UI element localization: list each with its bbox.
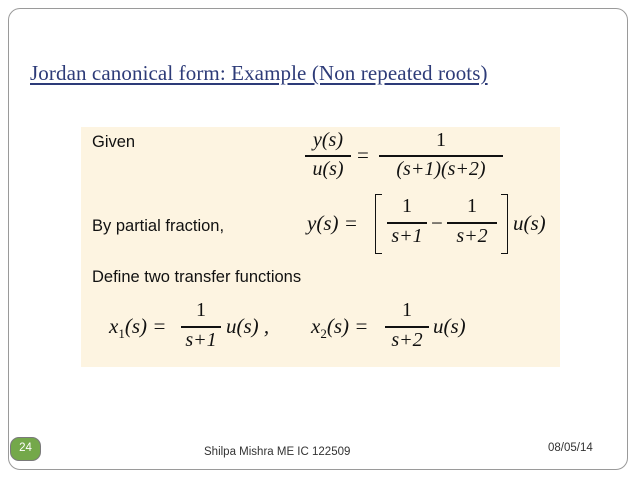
eq3-x1-fraction	[181, 297, 221, 359]
eq1-lhs-fraction	[303, 127, 353, 187]
eq2-f1-denominator: s+1	[391, 225, 423, 247]
eq1-rhs-denominator: (s+1)(s+2)	[396, 158, 486, 180]
eq2-fraction-2	[447, 193, 497, 255]
label-define: Define two transfer functions	[92, 268, 302, 286]
page-number: 24	[19, 442, 32, 454]
eq3-x2-lhs: $x_2(s)$ =	[311, 314, 369, 342]
eq2-f1-numerator: 1	[402, 195, 412, 217]
eq3-x2-subscript: 2	[320, 326, 327, 342]
eq3-x1-tail: u(s) ,	[226, 314, 270, 338]
footer-date: 08/05/14	[548, 442, 593, 454]
eq3-x2-fraction	[385, 297, 429, 359]
eq3-x1-subscript: 1	[118, 326, 125, 342]
label-partial-fraction: By partial fraction,	[92, 217, 225, 235]
eq1-rhs-numerator: 1	[436, 129, 446, 151]
eq2-right-bracket	[501, 194, 508, 254]
eq1-equals: =	[357, 143, 369, 167]
eq2-minus: −	[431, 211, 443, 235]
eq1-rhs-fraction	[379, 127, 503, 187]
eq2-fraction-1	[387, 193, 427, 255]
eq2-tail: u(s)	[513, 211, 546, 235]
eq3-x2-denominator: s+2	[391, 329, 423, 351]
eq3-x1-numerator: 1	[196, 299, 206, 321]
eq1-lhs-denominator: u(s)	[312, 158, 344, 180]
eq2-lhs: y(s) =	[307, 211, 358, 235]
footer-author: Shilpa Mishra ME IC 122509	[204, 446, 351, 458]
eq3-x2-numerator: 1	[402, 299, 412, 321]
label-given: Given	[92, 133, 136, 151]
eq1-lhs-numerator: y(s)	[313, 129, 343, 151]
eq2-left-bracket	[375, 194, 382, 254]
eq3-x1-denominator: s+1	[185, 329, 217, 351]
eq3-x1-lhs: $x_1(s)$ =	[109, 314, 167, 342]
eq3-x2-tail: u(s)	[433, 314, 466, 338]
equation-panel	[81, 127, 560, 367]
eq2-f2-denominator: s+2	[456, 225, 488, 247]
eq2-f2-numerator: 1	[467, 195, 477, 217]
page-number-badge	[10, 437, 41, 461]
slide-title: Jordan canonical form: Example (Non repeated roots)	[30, 61, 488, 85]
